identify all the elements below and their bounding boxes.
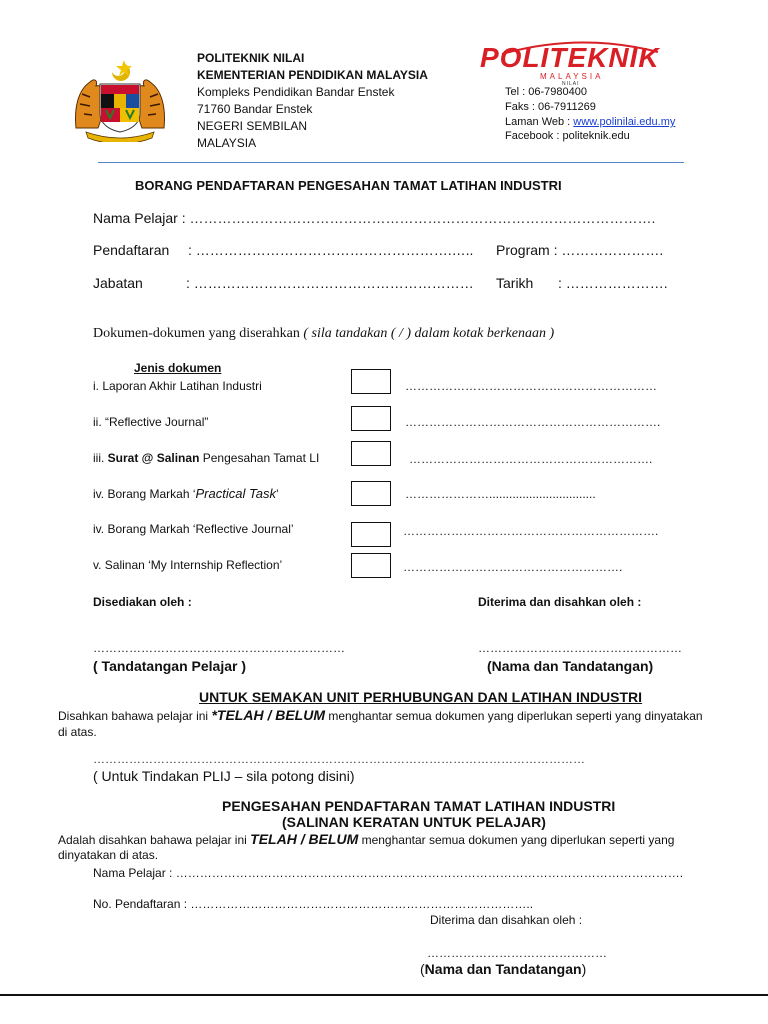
semakan-heading: UNTUK SEMAKAN UNIT PERHUBUNGAN DAN LATIHAN INDUSTRI: [199, 689, 643, 705]
coat-of-arms-icon: [72, 58, 168, 142]
address-country: MALAYSIA: [197, 136, 257, 150]
program-dots: ………………….: [561, 242, 664, 258]
pengesahan-diterima-label: Diterima dan disahkan oleh :: [430, 913, 583, 927]
pengesahan-heading: PENGESAHAN PENDAFTARAN TAMAT LATIHAN INDUSTRI: [222, 798, 616, 814]
document-dots-6: ……………………………………………….: [403, 560, 623, 574]
jabatan-label: Jabatan: [93, 275, 143, 291]
paren-open: (: [420, 961, 425, 977]
officer-signature-line: ……………………………………………: [478, 641, 682, 655]
document-label-4: [93, 486, 279, 501]
address-line-2: 71760 Bandar Enstek: [197, 102, 313, 116]
jenis-dokumen-heading: Jenis dokumen: [134, 361, 222, 375]
nama-dan-tandatangan: (Nama dan Tandatangan): [487, 658, 654, 674]
document-checkbox-1[interactable]: [351, 369, 391, 394]
tel-number: Tel : 06-7980400: [505, 86, 587, 98]
program-label: Program :: [496, 242, 562, 258]
semakan-text-a: Disahkan bahawa pelajar ini: [58, 709, 212, 723]
document-label-4-suffix: ’: [275, 487, 279, 501]
pengesahan-text-a: Adalah disahkan bahawa pelajar ini: [58, 833, 251, 847]
document-checkbox-6[interactable]: [351, 553, 391, 578]
document-dots-1: ………………………………………………………: [405, 379, 657, 393]
tarikh-dots: : ………………….: [558, 275, 668, 291]
semakan-text-c: di atas.: [58, 725, 97, 739]
document-label-3-suffix: Pengesahan Tamat LI: [199, 451, 320, 465]
document-checkbox-3[interactable]: [351, 441, 391, 466]
pengesahan-pendaftaran-dots: …………………………………………………………………………..: [190, 897, 534, 911]
institution-name: POLITEKNIK NILAI: [197, 51, 305, 65]
politeknik-logo: [480, 38, 670, 86]
dokumen-intro: [93, 326, 554, 342]
pengesahan-subheading: (SALINAN KERATAN UNTUK PELAJAR): [282, 814, 546, 830]
semakan-statement: [58, 707, 703, 723]
diterima-label: Diterima dan disahkan oleh :: [478, 595, 642, 609]
nama-pelajar-field: [93, 210, 655, 226]
jabatan-dots: : ……………………………………………………: [186, 275, 474, 291]
logo-subtitle-2: NILAI: [562, 81, 580, 87]
pendaftaran-label: Pendaftaran: [93, 242, 170, 258]
document-label-3-prefix: iii.: [93, 451, 108, 465]
pengesahan-text-c: dinyatakan di atas.: [58, 848, 159, 862]
document-dots-5: ……………………………………………………….: [403, 524, 659, 538]
pengesahan-nama-tandatangan: [420, 961, 586, 977]
pengesahan-nama-label: Nama Pelajar :: [93, 866, 176, 880]
website-link[interactable]: www.polinilai.edu.my: [573, 116, 676, 128]
semakan-telah-belum: *TELAH / BELUM: [211, 707, 325, 723]
pengesahan-statement: [58, 831, 674, 847]
page-bottom-border: [0, 994, 768, 996]
pengesahan-pendaftaran-field: [93, 897, 533, 911]
website: [505, 116, 675, 128]
pengesahan-telah-belum: TELAH / BELUM: [250, 831, 359, 847]
facebook: Facebook : politeknik.edu: [505, 130, 630, 142]
fax-number: Faks : 06-7911269: [505, 101, 596, 113]
document-label-6: v. Salinan ‘My Internship Reflection’: [93, 558, 283, 572]
paren-close: ): [581, 961, 587, 977]
disediakan-label: Disediakan oleh :: [93, 595, 192, 609]
tandatangan-pelajar: ( Tandatangan Pelajar ): [93, 658, 246, 674]
nama-pelajar-dots: ……………………………………………………………………………………….: [189, 210, 656, 226]
address-line-1: Kompleks Pendidikan Bandar Enstek: [197, 85, 395, 99]
logo-word: POLITEKNIK: [480, 42, 660, 73]
document-label-1: i. Laporan Akhir Latihan Industri: [93, 379, 262, 393]
ministry-name: KEMENTERIAN PENDIDIKAN MALAYSIA: [197, 68, 428, 82]
document-checkbox-4[interactable]: [351, 481, 391, 506]
cut-note: ( Untuk Tindakan PLIJ – sila potong disini): [93, 768, 355, 784]
document-dots-4: …………………................................: [405, 487, 596, 501]
document-label-4-italic: Practical Task: [195, 486, 276, 501]
pendaftaran-dots: : ……………………………………………….…..: [188, 242, 474, 258]
document-label-3: [93, 451, 319, 465]
document-checkbox-5[interactable]: [351, 522, 391, 547]
document-label-3-bold: Surat @ Salinan: [107, 451, 200, 465]
document-dots-2: ……………………………………………………….: [405, 415, 661, 429]
header-divider: [98, 162, 684, 163]
pengesahan-signature-line: ………………………………………: [427, 946, 607, 960]
address-state: NEGERI SEMBILAN: [197, 119, 308, 133]
pengesahan-nama-dots: ……………………………………………………………………………………………………………….: [175, 866, 684, 880]
dokumen-intro-text: Dokumen-dokumen yang diserahkan: [93, 326, 304, 341]
pengesahan-nama-tandatangan-text: Nama dan Tandatangan: [424, 961, 582, 977]
logo-subtitle: MALAYSIA: [540, 72, 604, 81]
pengesahan-pendaftaran-label: No. Pendaftaran :: [93, 897, 191, 911]
pengesahan-nama-field: [93, 866, 683, 880]
program-field: [496, 242, 663, 258]
website-label: Laman Web :: [505, 116, 574, 128]
document-label-5: iv. Borang Markah ‘Reflective Journal’: [93, 522, 294, 536]
form-title: BORANG PENDAFTARAN PENGESAHAN TAMAT LATIHAN INDUSTRI: [135, 178, 562, 193]
nama-pelajar-label: Nama Pelajar :: [93, 210, 190, 226]
document-checkbox-2[interactable]: [351, 406, 391, 431]
cut-line: ……………………………………………………………………………………………………………: [93, 752, 585, 766]
dokumen-instruction: ( sila tandakan ( / ) dalam kotak berkenaan ): [303, 326, 555, 341]
pengesahan-text-b: menghantar semua dokumen yang diperlukan seperti yang: [358, 833, 675, 847]
document-dots-3: …………………………………………………….: [409, 452, 653, 466]
semakan-text-b: menghantar semua dokumen yang diperlukan seperti yang dinyatakan: [325, 709, 703, 723]
document-label-2: ii. “Reflective Journal”: [93, 415, 209, 429]
student-signature-line: ………………………………………………………: [93, 641, 345, 655]
document-label-4-prefix: iv. Borang Markah ‘: [93, 487, 196, 501]
tarikh-label: Tarikh: [496, 275, 534, 291]
